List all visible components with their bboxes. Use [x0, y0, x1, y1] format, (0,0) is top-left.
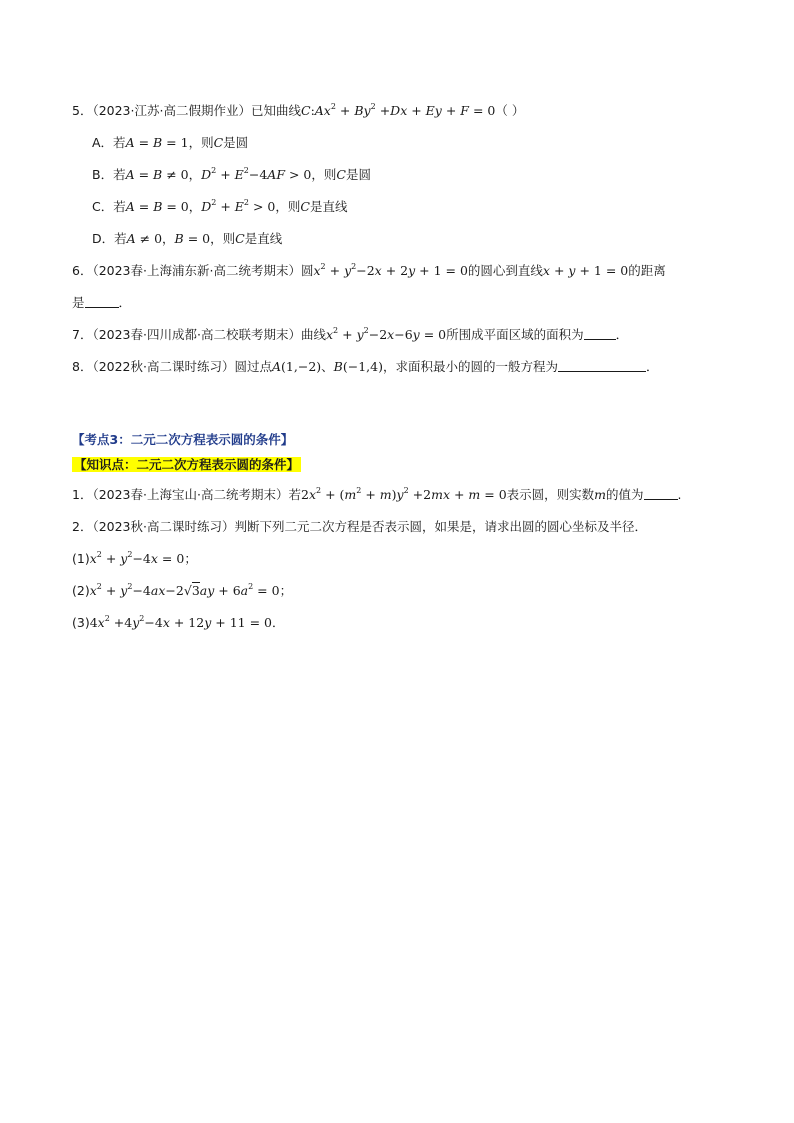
practice-question-1: 1．（2023春·上海宝山·高二统考期末）若$2x^2 + (m^2 + m)y^2 +2mx + m = 0$表示圆，则实数m的值为 . — [72, 485, 682, 502]
section-title: 【考点3：二元二次方程表示圆的条件】 — [72, 432, 294, 447]
q5-option-c: C．若A = B = 0，$D^2 + E^2 > 0$，则C是直线 — [92, 197, 348, 214]
question-6-cont: 是 ． — [72, 295, 132, 310]
q5-option-b: B．若A = B ≠ 0，$D^2 + E^2-4AF > 0$，则C是圆 — [92, 165, 371, 182]
answer-blank[interactable] — [85, 294, 119, 308]
question-8: 8．（2022秋·高二课时练习）圆过点A(1,−2)、B(−1,4)，求面积最小的圆的一般方程为 ． — [72, 359, 659, 374]
knowledge-point-label: 【知识点：二元二次方程表示圆的条件】 — [74, 457, 300, 472]
q5-text: 已知曲线 — [250, 103, 301, 118]
q5-option-a: A．若A = B = 1，则C是圆 — [92, 135, 249, 150]
knowledge-point-banner — [72, 456, 301, 474]
question-5: 5．（2023·江苏·高二假期作业）已知曲线$C:Ax^2 + By^2 +Dx + Ey + F = 0$（ ） — [72, 101, 525, 118]
answer-blank[interactable] — [558, 358, 646, 372]
question-6: 6．（2023春·上海浦东新·高二统考期末）圆$x^2 + y^2-2x + 2y + 1 = 0$的圆心到直线x + y + 1 = 0的距离 — [72, 261, 666, 278]
answer-blank[interactable] — [644, 486, 678, 500]
sub-question-1: $(1)x^2 + y^2-4x = 0$； — [72, 549, 197, 566]
sub-question-2: $(2)x^2 + y^2-4ax-2√3ay + 6a^2 = 0$； — [72, 581, 293, 598]
answer-blank[interactable] — [584, 326, 616, 340]
q5-source: （2023·江苏·高二假期作业） — [92, 103, 251, 118]
q5-paren: （ ） — [495, 103, 525, 118]
q5-number: 5． — [72, 103, 93, 118]
practice-question-2: 2．（2023秋·高二课时练习）判断下列二元二次方程是否表示圆，如果是，请求出圆的圆心坐标及半径． — [72, 519, 648, 534]
q5-equation: C — [300, 103, 311, 118]
sub-question-3: $(3)4x^2 +4y^2-4x + 12y + 11 = 0$． — [72, 613, 285, 630]
question-7: 7．（2023春·四川成都·高二校联考期末）曲线$x^2 + y^2-2x-6y = 0$所围成平面区域的面积为 ． — [72, 325, 629, 342]
q5-option-d: D．若A ≠ 0，B = 0，则C是直线 — [92, 231, 283, 246]
